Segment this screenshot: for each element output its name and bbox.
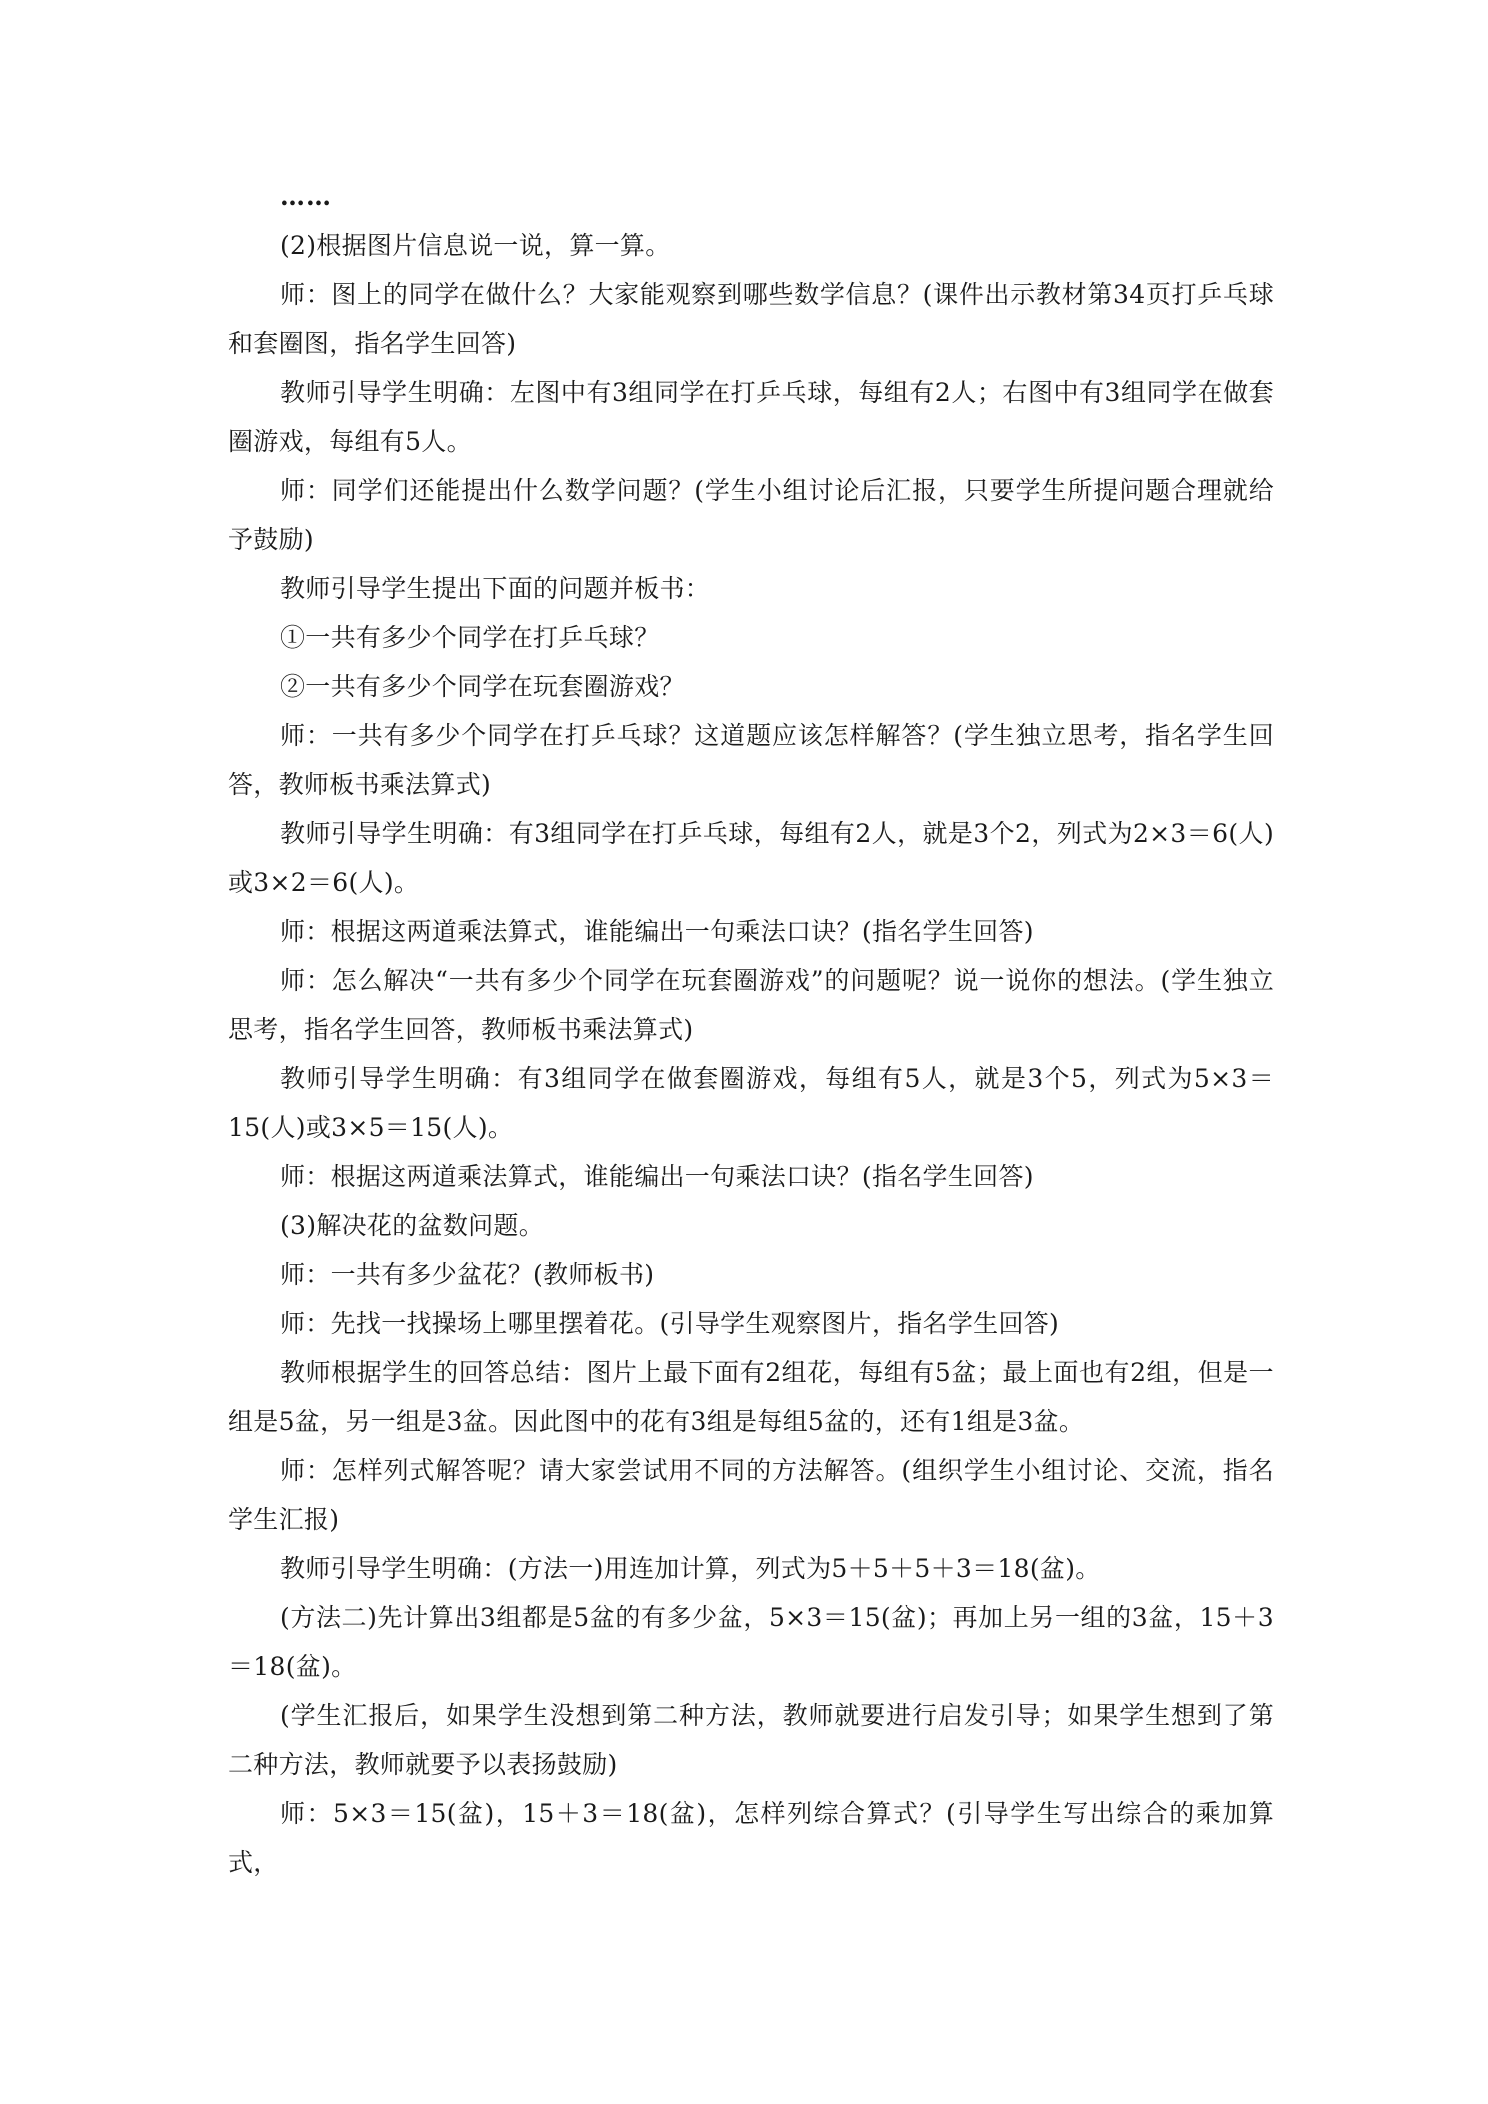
paragraph: 师：怎么解决“一共有多少个同学在玩套圈游戏”的问题呢？说一说你的想法。(学生独立思考，指名学生回答，教师板书乘法算式) (228, 966, 1274, 1044)
question-1: ①一共有多少个同学在打乒乓球？ (280, 623, 660, 652)
paragraph: 师：一共有多少盆花？(教师板书) (280, 1260, 655, 1289)
paragraph: 师：图上的同学在做什么？大家能观察到哪些数学信息？(课件出示教材第34页打乒乓球和套圈图，指名学生回答) (228, 280, 1274, 358)
method-2: (方法二)先计算出3组都是5盆的有多少盆，5×3＝15(盆)；再加上另一组的3盆，15＋3＝18(盆)。 (228, 1603, 1274, 1681)
paragraph: 教师引导学生明确：有3组同学在打乒乓球，每组有2人，就是3个2，列式为2×3＝6(人)或3×2＝6(人)。 (228, 819, 1274, 897)
paragraph: 师：根据这两道乘法算式，谁能编出一句乘法口诀？(指名学生回答) (280, 917, 1034, 946)
question-2: ②一共有多少个同学在玩套圈游戏？ (280, 672, 685, 701)
paragraph: 教师引导学生明确：左图中有3组同学在打乒乓球，每组有2人；右图中有3组同学在做套圈游戏，每组有5人。 (228, 378, 1274, 456)
paragraph: 师：同学们还能提出什么数学问题？(学生小组讨论后汇报，只要学生所提问题合理就给予鼓励) (228, 476, 1274, 554)
paragraph: 师：一共有多少个同学在打乒乓球？这道题应该怎样解答？(学生独立思考，指名学生回答，教师板书乘法算式) (228, 721, 1274, 799)
paragraph: (学生汇报后，如果学生没想到第二种方法，教师就要进行启发引导；如果学生想到了第二种方法，教师就要予以表扬鼓励) (228, 1701, 1274, 1779)
document-body (228, 172, 1274, 1887)
paragraph: 师：先找一找操场上哪里摆着花。(引导学生观察图片，指名学生回答) (280, 1309, 1060, 1338)
method-1: 教师引导学生明确：(方法一)用连加计算，列式为5＋5＋5＋3＝18(盆)。 (280, 1554, 1101, 1583)
paragraph: 师：5×3＝15(盆)，15＋3＝18(盆)，怎样列综合算式？(引导学生写出综合的乘加算式， (228, 1799, 1274, 1877)
paragraph: 师：怎样列式解答呢？请大家尝试用不同的方法解答。(组织学生小组讨论、交流，指名学生汇报) (228, 1456, 1274, 1534)
paragraph: 教师根据学生的回答总结：图片上最下面有2组花，每组有5盆；最上面也有2组，但是一组是5盆，另一组是3盆。因此图中的花有3组是每组5盆的，还有1组是3盆。 (228, 1358, 1274, 1436)
section-heading-2: (2)根据图片信息说一说，算一算。 (280, 231, 671, 260)
ellipsis-line: …… (280, 182, 332, 211)
paragraph: 教师引导学生明确：有3组同学在做套圈游戏，每组有5人，就是3个5，列式为5×3＝15(人)或3×5＝15(人)。 (228, 1064, 1274, 1142)
section-heading-3: (3)解决花的盆数问题。 (280, 1211, 545, 1240)
paragraph: 师：根据这两道乘法算式，谁能编出一句乘法口诀？(指名学生回答) (280, 1162, 1034, 1191)
paragraph: 教师引导学生提出下面的问题并板书： (280, 574, 711, 603)
